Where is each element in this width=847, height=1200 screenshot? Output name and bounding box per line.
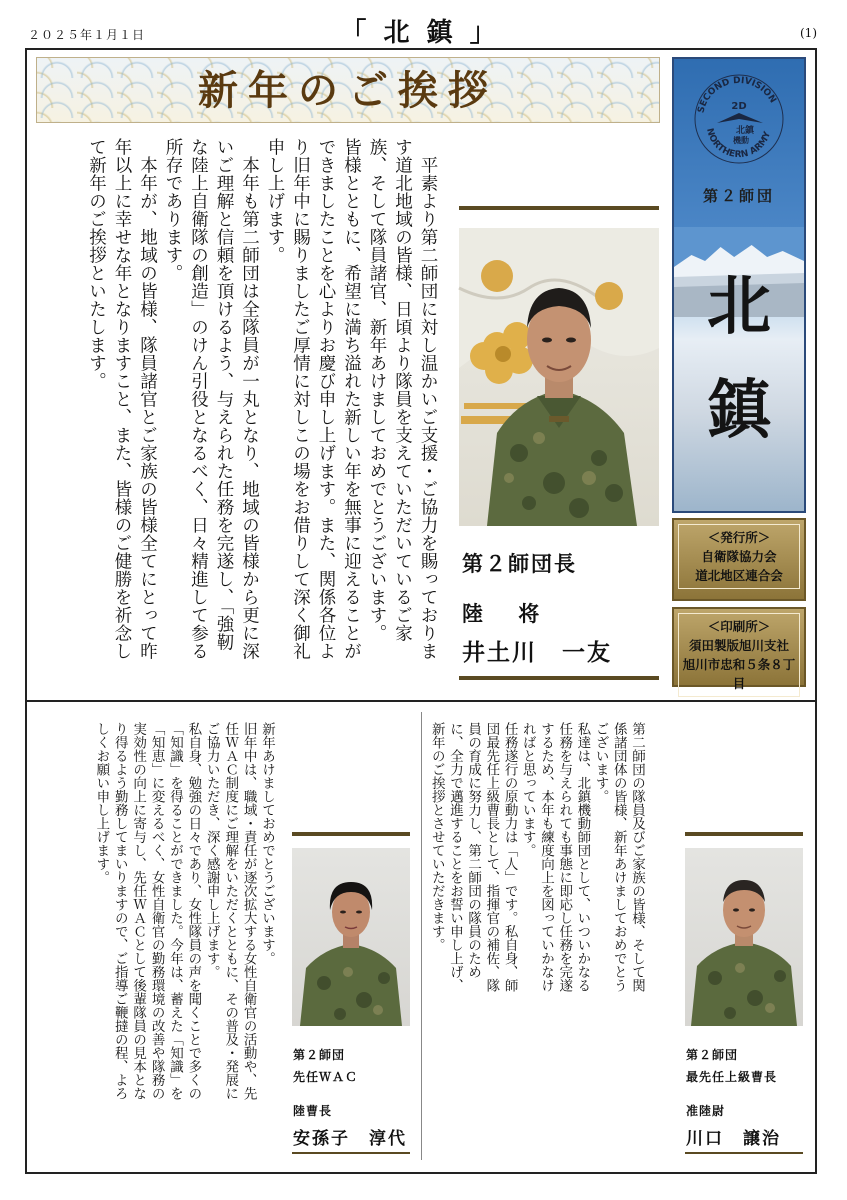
- wac-caption-rule: [292, 1152, 410, 1154]
- division-emblem-icon: [693, 73, 785, 165]
- commander-portrait: [459, 228, 659, 526]
- publisher-line2: 道北地区連合会: [695, 568, 783, 583]
- wac-role-line2: 先任ＷＡＣ: [293, 1070, 359, 1084]
- wac-photo-rule: [292, 832, 410, 836]
- issue-date: ２０２５年１月１日: [28, 28, 146, 42]
- column-divider: [421, 712, 422, 1160]
- printer-box: [672, 607, 806, 691]
- nco-article-body: 第二師団の隊員及びご家族の皆様、そして関係諸団体の皆様、新年あけましておめでとうございます。 私達は、北鎮機動師団として、いついかなる任務を与えられても事態に即応し任務を完遂するため、本年も練度向上を図っていかなければと思っています。 任務遂行の原動力は「人」です。私自身、師団最先任上級曹長として、指揮官の補佐、隊員の育成に努力し、第二師団の隊員のために、全力で邁進することをお誓い申し上げ、新年のご挨拶とさせていただきます。: [428, 722, 645, 992]
- publisher-label: ＜発行所＞: [707, 530, 771, 545]
- wac-name: 安孫子 淳代: [293, 1129, 407, 1149]
- publisher-box: [672, 518, 806, 601]
- printer-line2: 旭川市忠和５条８丁目: [682, 657, 796, 691]
- nco-photo: [685, 848, 803, 1026]
- nco-name: 川口 譲治: [686, 1129, 781, 1149]
- page-title: 新年のご挨拶: [198, 67, 498, 114]
- commander-role: 第２師団長: [462, 551, 577, 576]
- nco-photo-rule: [685, 832, 803, 836]
- wac-role-line1: 第２師団: [293, 1048, 346, 1062]
- nco-role-line2: 最先任上級曹長: [686, 1070, 778, 1084]
- wac-portrait: [292, 848, 410, 1026]
- title-banner: [36, 57, 660, 123]
- commander-photo: [459, 228, 659, 526]
- sidebar-title-char-2: 鎮: [707, 373, 771, 448]
- masthead-sidebar: [672, 57, 806, 513]
- sidebar-title-char-1: 北: [707, 269, 771, 344]
- wac-rank: 陸曹長: [293, 1104, 333, 1118]
- photo-top-rule: [459, 206, 659, 210]
- commander-name: 井土川 一友: [462, 639, 612, 666]
- main-article-body: 平素より第二師団に対し温かいご支援・ご協力を賜っております道北地域の皆様、日頃より隊員を支えていただいているご家族、そして隊員諸官、新年あけましておめでとうございます。 皆様とともに、希望に満ち溢れた新しい年を無事に迎えることができましたことを心よりお慶び申し上げます。また、関係各位より旧年中に賜りましたご厚情に対しこの場をお借りして深く御礼申し上げます。 本年も第二師団は全隊員が一丸となり、地域の皆様から更に深いご理解と信頼を頂けるよう、与えられた任務を完遂し、「強靭な陸上自衛隊の創造」のけん引役となるべく、日々精進して参る所存であります。 本年が、地域の皆様、隊員諸官とご家族の皆様全てにとって昨年以上に幸せな年となりますこと、また、皆様のご健勝を祈念して新年のご挨拶といたします。: [86, 138, 438, 660]
- svg-text:NORTHERN ARMY: NORTHERN ARMY: [704, 127, 774, 161]
- sidebar-division: 第２師団: [702, 187, 775, 205]
- caption-bottom-rule: [459, 676, 659, 680]
- svg-text:SECOND DIVISION: SECOND DIVISION: [696, 75, 778, 115]
- printer-line1: 須田製版旭川支社: [688, 638, 789, 653]
- svg-text:2D: 2D: [731, 101, 747, 112]
- nco-caption-rule: [685, 1152, 803, 1154]
- nco-rank: 准陸尉: [686, 1104, 726, 1118]
- page-number: (1): [800, 26, 817, 40]
- nco-portrait: [685, 848, 803, 1026]
- nco-role-line1: 第２師団: [686, 1048, 739, 1062]
- printer-label: ＜印刷所＞: [707, 619, 771, 634]
- wac-photo: [292, 848, 410, 1026]
- commander-rank: 陸 将: [462, 601, 554, 626]
- svg-text:北鎮: 北鎮: [735, 126, 755, 136]
- section-divider: [27, 700, 815, 702]
- masthead: 「 北 鎮 」: [340, 18, 500, 48]
- svg-text:機動: 機動: [733, 135, 749, 145]
- wac-article-body: 新年あけましておめでとうございます。 旧年中は、職域・責任が逐次拡大する女性自衛官の活動や、先任ＷＡＣ制度にご理解をいただくとともに、その普及・発展にご協力いただき、深く感謝申し上げます。 私自身、勉強の日々であり、女性隊員の声を聞くことで多くの「知識」を得ることができました。今年は、蓄えた「知識」を「知恵」に変えるべく、女性自衛官の勤務環境の改善や隊務の実効性の向上に寄与し、先任ＷＡＣとして後輩隊員の見本となり得るよう勤務してまいりますので、ご指導ご鞭撻の程、よろしくお願い申し上げます。: [93, 722, 275, 1100]
- publisher-line1: 自衛隊協力会: [701, 549, 777, 564]
